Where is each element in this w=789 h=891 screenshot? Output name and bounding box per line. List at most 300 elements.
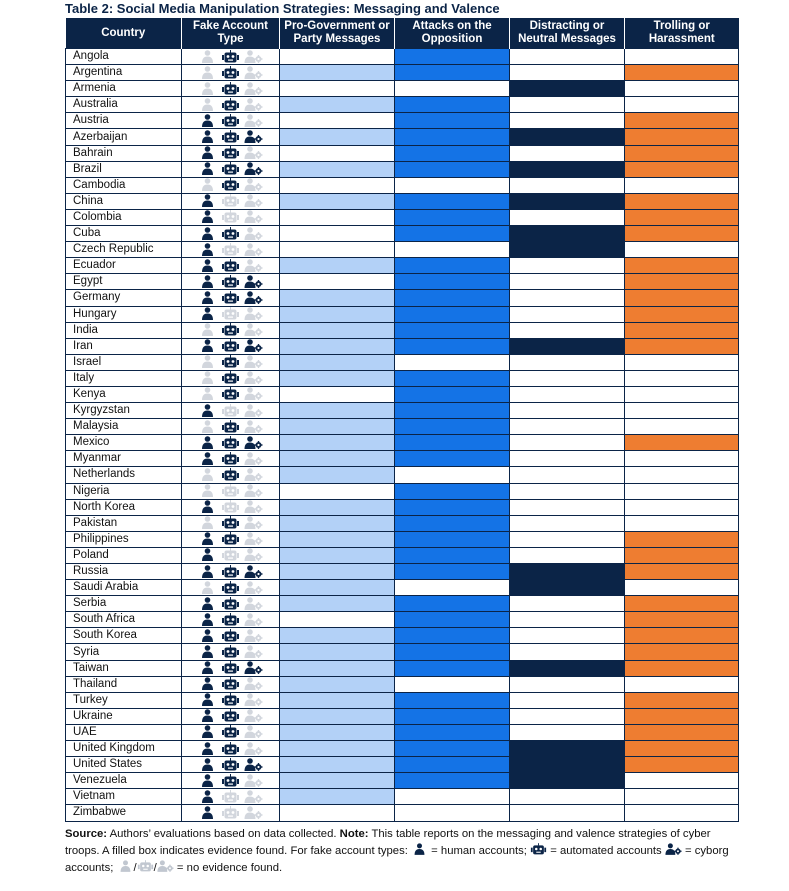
fake-account-type-cell (182, 386, 280, 402)
distracting-neutral-cell (510, 660, 625, 676)
trolling-harassment-cell (625, 65, 739, 81)
human-account-icon (198, 661, 217, 674)
trolling-harassment-cell (625, 805, 739, 821)
country-cell: Philippines (66, 531, 182, 547)
table-row (66, 515, 739, 531)
human-none-icon (117, 860, 134, 872)
trolling-harassment-cell (625, 81, 739, 97)
fake-account-type-cell (182, 322, 280, 338)
trolling-harassment-cell (625, 242, 739, 258)
table-row (66, 483, 739, 499)
human-account-icon (198, 500, 217, 513)
country-cell: Vietnam (66, 789, 182, 805)
attacks-opposition-cell (395, 564, 510, 580)
distracting-neutral-cell (510, 499, 625, 515)
table-row (66, 757, 739, 773)
table-row (66, 49, 739, 65)
automated-account-icon (221, 629, 240, 642)
pro-government-cell (280, 499, 395, 515)
attacks-opposition-cell (395, 773, 510, 789)
trolling-harassment-cell (625, 451, 739, 467)
country-cell: Taiwan (66, 660, 182, 676)
automated-account-icon (221, 565, 240, 578)
fake-account-type-cell (182, 161, 280, 177)
distracting-neutral-cell (510, 724, 625, 740)
table-row (66, 612, 739, 628)
human-account-icon (198, 452, 217, 465)
cyborg-account-icon (244, 790, 263, 803)
human-account-icon (198, 613, 217, 626)
fake-account-type-cell (182, 724, 280, 740)
distracting-neutral-cell (510, 145, 625, 161)
attacks-opposition-cell (395, 242, 510, 258)
fake-account-type-cell (182, 660, 280, 676)
fake-account-type-cell (182, 596, 280, 612)
automated-account-icon (221, 581, 240, 594)
country-cell: Venezuela (66, 773, 182, 789)
trolling-harassment-cell (625, 97, 739, 113)
pro-government-cell (280, 644, 395, 660)
pro-government-cell (280, 209, 395, 225)
table-row (66, 451, 739, 467)
trolling-harassment-cell (625, 161, 739, 177)
pro-government-cell (280, 338, 395, 354)
cyborg-account-icon (244, 98, 263, 111)
automated-account-icon (221, 548, 240, 561)
automated-account-icon (221, 709, 240, 722)
attacks-opposition-cell (395, 708, 510, 724)
attacks-opposition-cell (395, 386, 510, 402)
automated-account-icon (221, 82, 240, 95)
country-cell: Nigeria (66, 483, 182, 499)
cyborg-account-icon (244, 210, 263, 223)
table-body (66, 49, 739, 822)
table-row (66, 692, 739, 708)
attacks-opposition-cell (395, 467, 510, 483)
table-row (66, 580, 739, 596)
human-account-icon (198, 114, 217, 127)
country-cell: Ecuador (66, 258, 182, 274)
header-country: Country (66, 18, 182, 49)
human-legend-text: = human accounts; (428, 845, 531, 857)
attacks-opposition-cell (395, 628, 510, 644)
fake-account-type-cell (182, 531, 280, 547)
pro-government-cell (280, 724, 395, 740)
country-cell: Poland (66, 547, 182, 563)
pro-government-cell (280, 145, 395, 161)
cyborg-account-icon (244, 387, 263, 400)
country-cell: Kyrgyzstan (66, 403, 182, 419)
fake-account-type-cell (182, 274, 280, 290)
fake-account-type-cell (182, 612, 280, 628)
fake-account-type-cell (182, 564, 280, 580)
distracting-neutral-cell (510, 274, 625, 290)
cyborg-account-icon (244, 613, 263, 626)
country-cell: Thailand (66, 676, 182, 692)
trolling-harassment-cell (625, 226, 739, 242)
cyborg-account-icon (244, 194, 263, 207)
trolling-harassment-cell (625, 306, 739, 322)
human-account-icon (198, 548, 217, 561)
table-row (66, 499, 739, 515)
table-row (66, 628, 739, 644)
country-cell: Myanmar (66, 451, 182, 467)
trolling-harassment-cell (625, 145, 739, 161)
cyborg-account-icon (244, 114, 263, 127)
cyborg-account-icon (244, 66, 263, 79)
automated-account-icon (221, 468, 240, 481)
fake-account-type-cell (182, 499, 280, 515)
distracting-neutral-cell (510, 386, 625, 402)
country-cell: Czech Republic (66, 242, 182, 258)
human-account-icon (198, 82, 217, 95)
trolling-harassment-cell (625, 580, 739, 596)
distracting-neutral-cell (510, 242, 625, 258)
country-cell: Mexico (66, 435, 182, 451)
automated-account-icon (221, 806, 240, 819)
distracting-neutral-cell (510, 338, 625, 354)
fake-account-type-cell (182, 676, 280, 692)
table-row (66, 773, 739, 789)
attacks-opposition-cell (395, 129, 510, 145)
note-label: Note: (339, 828, 369, 840)
table-title: Table 2: Social Media Manipulation Strategies: Messaging and Valence (65, 1, 500, 16)
attacks-opposition-cell (395, 209, 510, 225)
country-cell: Ukraine (66, 708, 182, 724)
distracting-neutral-cell (510, 306, 625, 322)
pro-government-cell (280, 113, 395, 129)
country-cell: Colombia (66, 209, 182, 225)
human-account-icon (198, 532, 217, 545)
distracting-neutral-cell (510, 564, 625, 580)
messaging-valence-table (65, 18, 739, 822)
human-account-icon (198, 243, 217, 256)
cyborg-account-icon (244, 323, 263, 336)
human-account-icon (198, 597, 217, 610)
automated-account-icon (221, 114, 240, 127)
distracting-neutral-cell (510, 370, 625, 386)
automated-account-icon (221, 66, 240, 79)
distracting-neutral-cell (510, 161, 625, 177)
trolling-harassment-cell (625, 596, 739, 612)
fake-account-type-cell (182, 129, 280, 145)
automated-account-icon (221, 387, 240, 400)
human-account-icon (198, 790, 217, 803)
source-label: Source: (65, 828, 108, 840)
cyborg-account-icon (244, 162, 263, 175)
table-row (66, 129, 739, 145)
attacks-opposition-cell (395, 97, 510, 113)
human-account-icon (198, 275, 217, 288)
attacks-opposition-cell (395, 660, 510, 676)
country-cell: China (66, 193, 182, 209)
human-account-icon (198, 645, 217, 658)
distracting-neutral-cell (510, 644, 625, 660)
human-account-icon (198, 323, 217, 336)
trolling-harassment-cell (625, 773, 739, 789)
distracting-neutral-cell (510, 757, 625, 773)
attacks-opposition-cell (395, 547, 510, 563)
distracting-neutral-cell (510, 435, 625, 451)
legend-separator: / (133, 862, 137, 874)
country-cell: Syria (66, 644, 182, 660)
table-row (66, 322, 739, 338)
table-row (66, 65, 739, 81)
human-account-icon (198, 677, 217, 690)
human-account-icon (198, 339, 217, 352)
country-cell: South Africa (66, 612, 182, 628)
trolling-harassment-cell (625, 290, 739, 306)
distracting-neutral-cell (510, 467, 625, 483)
pro-government-cell (280, 628, 395, 644)
human-account-icon (198, 709, 217, 722)
distracting-neutral-cell (510, 97, 625, 113)
country-cell: Armenia (66, 81, 182, 97)
table-row (66, 644, 739, 660)
attacks-opposition-cell (395, 370, 510, 386)
trolling-harassment-cell (625, 322, 739, 338)
fake-account-type-cell (182, 81, 280, 97)
pro-government-cell (280, 483, 395, 499)
cyborg-account-icon (244, 725, 263, 738)
cyborg-account-icon (244, 291, 263, 304)
attacks-opposition-cell (395, 419, 510, 435)
human-account-icon (198, 98, 217, 111)
attacks-opposition-cell (395, 354, 510, 370)
distracting-neutral-cell (510, 209, 625, 225)
human-account-icon (198, 130, 217, 143)
human-account-icon (198, 725, 217, 738)
automated-account-icon (221, 146, 240, 159)
distracting-neutral-cell (510, 49, 625, 65)
human-account-icon (198, 742, 217, 755)
pro-government-cell (280, 660, 395, 676)
automated-account-icon (221, 404, 240, 417)
pro-government-cell (280, 451, 395, 467)
country-cell: Saudi Arabia (66, 580, 182, 596)
distracting-neutral-cell (510, 193, 625, 209)
pro-government-cell (280, 242, 395, 258)
cyborg-account-icon (244, 709, 263, 722)
attacks-opposition-cell (395, 322, 510, 338)
fake-account-type-cell (182, 113, 280, 129)
trolling-harassment-cell (625, 531, 739, 547)
pro-government-cell (280, 193, 395, 209)
trolling-harassment-cell (625, 370, 739, 386)
trolling-harassment-cell (625, 757, 739, 773)
cyborg-account-icon (244, 404, 263, 417)
human-account-icon (198, 178, 217, 191)
pro-government-cell (280, 306, 395, 322)
table-row (66, 564, 739, 580)
automated-account-icon (530, 843, 547, 855)
cyborg-legend-text: = cyborg accounts; (65, 845, 729, 874)
pro-government-cell (280, 322, 395, 338)
trolling-harassment-cell (625, 612, 739, 628)
fake-account-type-cell (182, 692, 280, 708)
country-cell: Israel (66, 354, 182, 370)
country-cell: Germany (66, 290, 182, 306)
attacks-opposition-cell (395, 226, 510, 242)
trolling-harassment-cell (625, 547, 739, 563)
human-account-icon (198, 66, 217, 79)
distracting-neutral-cell (510, 547, 625, 563)
human-account-icon (198, 484, 217, 497)
pro-government-cell (280, 676, 395, 692)
pro-government-cell (280, 789, 395, 805)
cyborg-none-icon (157, 860, 174, 872)
distracting-neutral-cell (510, 612, 625, 628)
header-fake-account-type: Fake Account Type (182, 18, 280, 49)
fake-account-type-cell (182, 467, 280, 483)
pro-government-cell (280, 354, 395, 370)
country-cell: Pakistan (66, 515, 182, 531)
trolling-harassment-cell (625, 274, 739, 290)
table-row (66, 354, 739, 370)
fake-account-type-cell (182, 451, 280, 467)
table-row (66, 209, 739, 225)
attacks-opposition-cell (395, 692, 510, 708)
automated-account-icon (221, 661, 240, 674)
trolling-harassment-cell (625, 644, 739, 660)
cyborg-account-icon (244, 677, 263, 690)
table-row (66, 274, 739, 290)
source-text: Authors’ evaluations based on data collected. (107, 828, 340, 840)
automated-account-icon (221, 452, 240, 465)
country-cell: Netherlands (66, 467, 182, 483)
automated-account-icon (221, 291, 240, 304)
trolling-harassment-cell (625, 692, 739, 708)
automated-account-icon (221, 259, 240, 272)
pro-government-cell (280, 65, 395, 81)
human-account-icon (198, 516, 217, 529)
pro-government-cell (280, 773, 395, 789)
country-cell: Brazil (66, 161, 182, 177)
country-cell: Hungary (66, 306, 182, 322)
distracting-neutral-cell (510, 580, 625, 596)
attacks-opposition-cell (395, 724, 510, 740)
human-account-icon (198, 404, 217, 417)
automated-account-icon (221, 500, 240, 513)
distracting-neutral-cell (510, 322, 625, 338)
human-account-icon (198, 259, 217, 272)
table-row (66, 290, 739, 306)
pro-government-cell (280, 805, 395, 821)
attacks-opposition-cell (395, 435, 510, 451)
distracting-neutral-cell (510, 226, 625, 242)
trolling-harassment-cell (625, 354, 739, 370)
attacks-opposition-cell (395, 193, 510, 209)
human-account-icon (198, 371, 217, 384)
country-cell: Egypt (66, 274, 182, 290)
trolling-harassment-cell (625, 435, 739, 451)
table-row (66, 242, 739, 258)
automated-account-icon (221, 243, 240, 256)
automated-account-icon (221, 758, 240, 771)
automated-account-icon (221, 98, 240, 111)
cyborg-account-icon (244, 806, 263, 819)
fake-account-type-cell (182, 145, 280, 161)
trolling-harassment-cell (625, 338, 739, 354)
distracting-neutral-cell (510, 290, 625, 306)
attacks-opposition-cell (395, 531, 510, 547)
trolling-harassment-cell (625, 660, 739, 676)
attacks-opposition-cell (395, 483, 510, 499)
trolling-harassment-cell (625, 209, 739, 225)
pro-government-cell (280, 515, 395, 531)
cyborg-account-icon (244, 227, 263, 240)
legend-separator: / (153, 862, 157, 874)
table-row (66, 338, 739, 354)
country-cell: Austria (66, 113, 182, 129)
pro-government-cell (280, 741, 395, 757)
fake-account-type-cell (182, 306, 280, 322)
human-account-icon (198, 436, 217, 449)
fake-account-type-cell (182, 805, 280, 821)
automated-account-icon (221, 227, 240, 240)
cyborg-account-icon (244, 420, 263, 433)
human-account-icon (411, 843, 428, 855)
pro-government-cell (280, 547, 395, 563)
fake-account-type-cell (182, 773, 280, 789)
pro-government-cell (280, 435, 395, 451)
country-cell: United States (66, 757, 182, 773)
fake-account-type-cell (182, 354, 280, 370)
human-account-icon (198, 629, 217, 642)
automated-account-icon (221, 275, 240, 288)
cyborg-account-icon (244, 742, 263, 755)
attacks-opposition-cell (395, 49, 510, 65)
country-cell: Australia (66, 97, 182, 113)
header-attacks-opposition: Attacks on the Opposition (395, 18, 510, 49)
distracting-neutral-cell (510, 515, 625, 531)
automated-account-icon (221, 210, 240, 223)
cyborg-account-icon (244, 597, 263, 610)
attacks-opposition-cell (395, 177, 510, 193)
distracting-neutral-cell (510, 65, 625, 81)
trolling-harassment-cell (625, 49, 739, 65)
pro-government-cell (280, 596, 395, 612)
human-account-icon (198, 758, 217, 771)
trolling-harassment-cell (625, 403, 739, 419)
country-cell: Cambodia (66, 177, 182, 193)
automated-account-icon (221, 742, 240, 755)
country-cell: United Kingdom (66, 741, 182, 757)
cyborg-account-icon (244, 629, 263, 642)
automated-account-icon (221, 194, 240, 207)
cyborg-account-icon (244, 452, 263, 465)
cyborg-account-icon (244, 82, 263, 95)
pro-government-cell (280, 403, 395, 419)
trolling-harassment-cell (625, 499, 739, 515)
distracting-neutral-cell (510, 708, 625, 724)
cyborg-account-icon (244, 355, 263, 368)
cyborg-account-icon (244, 468, 263, 481)
fake-account-type-cell (182, 290, 280, 306)
attacks-opposition-cell (395, 596, 510, 612)
fake-account-type-cell (182, 419, 280, 435)
note-text: This table reports on the messaging and valence strategies of cyber troops. A filled box indicates evidence found. For fake account types: (65, 828, 711, 857)
country-cell: Kenya (66, 386, 182, 402)
automated-account-icon (221, 436, 240, 449)
automated-account-icon (221, 790, 240, 803)
automated-account-icon (221, 323, 240, 336)
automated-account-icon (221, 371, 240, 384)
pro-government-cell (280, 757, 395, 773)
country-cell: Azerbaijan (66, 129, 182, 145)
table-row (66, 789, 739, 805)
cyborg-account-icon (244, 645, 263, 658)
